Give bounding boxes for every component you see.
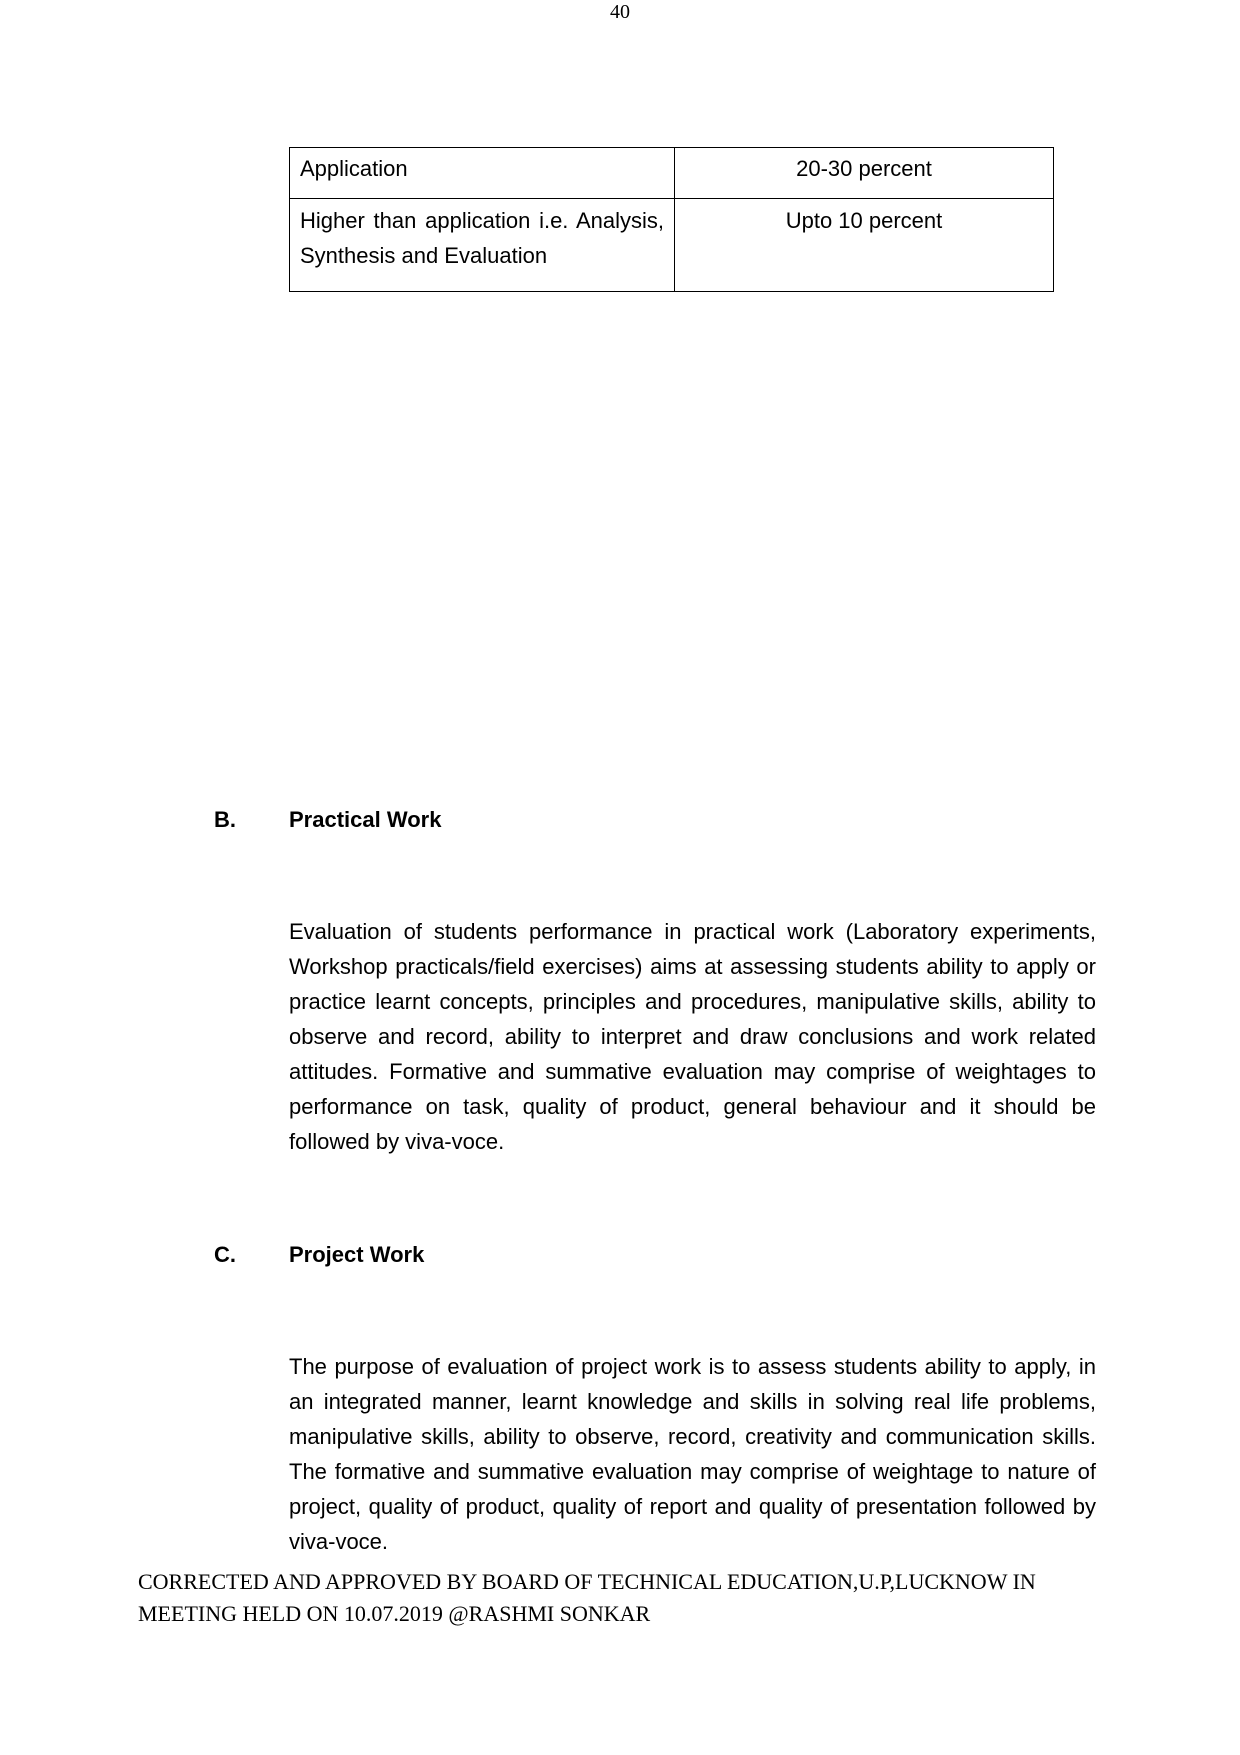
- practical-work-paragraph: Evaluation of students performance in practical work (Laboratory experiments, Workshop practicals/field exercises) aims at assessing students ability to apply or practice learnt concepts, principles and procedures, manipulative skills, ability to observe and record, ability to interpret and draw conclusions and work related attitudes. Formative and summative evaluation may comprise of weightages to performance on task, quality of product, general behaviour and it should be followed by viva-voce.: [289, 919, 1096, 1154]
- section-title: Project Work: [289, 1242, 425, 1267]
- page-number: 40: [610, 1, 630, 23]
- section-letter: C.: [214, 1242, 236, 1267]
- table-cell-weight: 20-30 percent: [675, 148, 1054, 199]
- table-row: [290, 148, 1054, 199]
- section-letter: B.: [214, 807, 236, 832]
- approval-footer: [138, 1566, 1038, 1630]
- project-work-paragraph: The purpose of evaluation of project work is to assess students ability to apply, in an integrated manner, learnt knowledge and skills in solving real life problems, manipulative skills, ability to observe, record, creativity and communication skills. The formative and summative evaluation may comprise of weightage to nature of project, quality of product, quality of report and quality of presentation followed by viva-voce.: [289, 1354, 1096, 1554]
- table-cell-level: Higher than application i.e. Analysis, Synthesis and Evaluation: [290, 199, 675, 292]
- section-heading-project-work: [214, 1241, 424, 1269]
- footer-line: CORRECTED AND APPROVED BY BOARD OF TECHNICAL EDUCATION,U.P,LUCKNOW IN: [138, 1569, 1036, 1594]
- section-title: Practical Work: [289, 807, 442, 832]
- table-cell-level: Application: [290, 148, 675, 199]
- table-row: [290, 199, 1054, 292]
- section-heading-practical-work: [214, 806, 441, 834]
- weightage-table: [289, 147, 1054, 292]
- table-cell-weight: Upto 10 percent: [675, 199, 1054, 292]
- footer-line: MEETING HELD ON 10.07.2019 @RASHMI SONKAR: [138, 1601, 651, 1626]
